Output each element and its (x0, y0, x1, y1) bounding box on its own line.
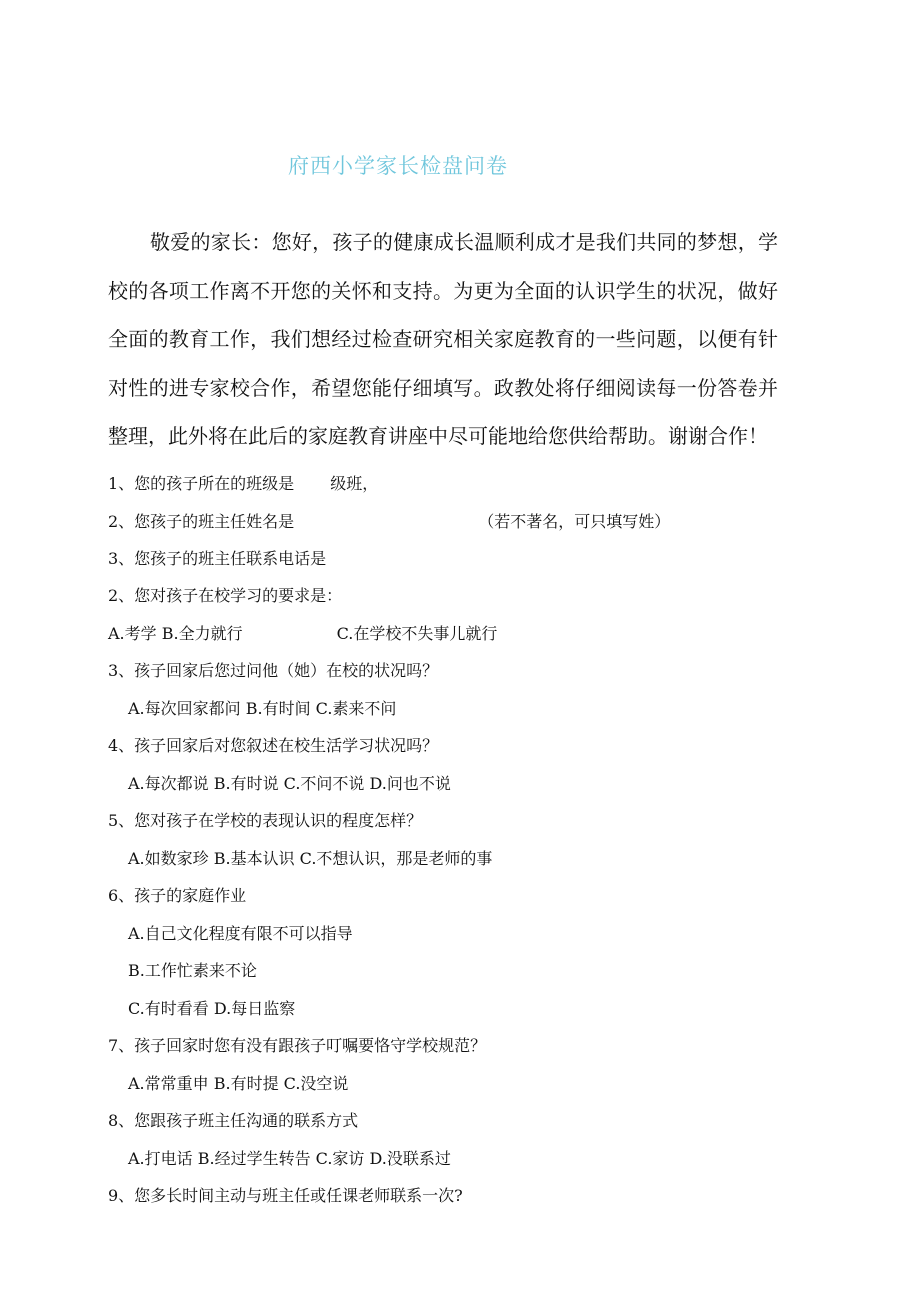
option-homework-a: A.自己文化程度有限不可以指导 (128, 924, 353, 943)
question-ask-school: 3、孩子回家后您过问他（她）在校的状况吗？ (108, 661, 439, 680)
answer-suffix: 级班， (330, 474, 379, 493)
option-ab: A.考学 B.全力就行 (108, 624, 243, 643)
options-study-requirement (108, 623, 497, 645)
question-teacher-phone: 3、您孩子的班主任联系电话是 (108, 549, 327, 568)
question-understanding: 5、您对孩子在学校的表现认识的程度怎样？ (108, 811, 423, 830)
question-homework: 6、孩子的家庭作业 (108, 886, 247, 905)
options-school-rules: A.常常重申 B.有时提 C.没空说 (128, 1074, 349, 1093)
options-understanding: A.如数家珍 B.基本认识 C.不想认识，那是老师的事 (128, 849, 493, 868)
question-school-rules: 7、孩子回家时您有没有跟孩子叮嘱要恪守学校规范？ (108, 1036, 487, 1055)
question-study-requirement: 2、您对孩子在校学习的要求是： (108, 586, 343, 605)
question-teacher-name (108, 511, 670, 533)
question-contact-method: 8、您跟孩子班主任沟通的联系方式 (108, 1111, 359, 1130)
options-contact-method: A.打电话 B.经过学生转告 C.家访 D.没联系过 (128, 1149, 451, 1168)
question-child-narrates: 4、孩子回家后对您叙述在校生活学习状况吗？ (108, 736, 439, 755)
option-homework-b: B.工作忙素来不论 (128, 961, 257, 980)
options-ask-school: A.每次回家都问 B.有时间 C.素来不问 (128, 699, 397, 718)
intro-paragraph: 敬爱的家长：您好，孩子的健康成长温顺利成才是我们共同的梦想，学校的各项工作离不开您的关怀和支持。为更为全面的认识学生的状况，做好全面的教育工作，我们想经过检查研究相关家庭教育的一些问题，以便有针对性的进专家校合作，希望您能仔细填写。政教处将仔细阅读每一份答卷并整理，此外将在此后的家庭教育讲座中尽可能地给您供给帮助。谢谢合作！ (108, 230, 778, 448)
question-note: （若不著名，可只填写姓） (478, 512, 671, 531)
page-title: 府西小学家长检盘问卷 (288, 154, 508, 178)
question-class (108, 473, 378, 495)
option-homework-cd: C.有时看看 D.每日监察 (128, 999, 296, 1018)
options-child-narrates: A.每次都说 B.有时说 C.不问不说 D.问也不说 (128, 774, 451, 793)
question-text: 1、您的孩子所在的班级是 (108, 474, 295, 493)
question-text: 2、您孩子的班主任姓名是 (108, 512, 295, 531)
question-contact-frequency: 9、您多长时间主动与班主任或任课老师联系一次? (108, 1186, 463, 1205)
option-c: C.在学校不失事儿就行 (336, 624, 498, 643)
